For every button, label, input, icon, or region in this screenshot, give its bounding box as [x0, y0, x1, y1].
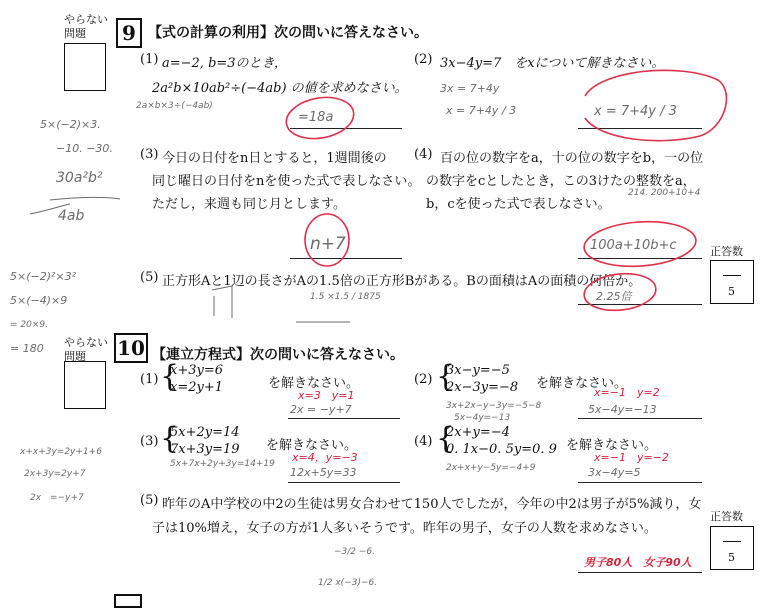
hw-margin-5: 5×(−2)²×3² [10, 270, 77, 283]
hw-margin-3: 30a²b² [56, 170, 103, 186]
q9-3-line1: 今日の日付をn日とすると，1週間後の [162, 151, 387, 166]
skip-label-10: やらない 問題 [64, 336, 108, 363]
q9-5-num: (5) [140, 270, 159, 285]
q10-1-brace: { [160, 359, 180, 394]
q10-4-brace: { [436, 421, 456, 456]
hw-10-3-work1: 5x+7x+2y+3y=14+19 [170, 459, 275, 469]
hw-9-4-answer: 100a+10b+c [590, 238, 677, 253]
hw-margin-2: −10. −30. [56, 142, 113, 155]
hw-10-5-work2: 1/2 x(−3)−6. [318, 578, 378, 588]
score-fraction-bar [723, 275, 741, 276]
skip-checkbox-9[interactable] [64, 43, 106, 91]
hw-10-3-answer: x=4，y=−3 [292, 451, 358, 464]
q10-3-eq2: 7x+3y=19 [170, 442, 240, 457]
q9-3-line2: 同じ曜日の日付をnを使った式で表しなさい。 [152, 174, 421, 189]
hw-9-2-answer: x = 7+4y / 3 [594, 104, 677, 119]
hw-margin-11: 2x =−y+7 [30, 493, 84, 503]
hw-10-5-work1: −3/2 −6. [334, 547, 376, 557]
hw-10-1-work: 2x = −y+7 [290, 403, 352, 416]
pencil-fraction-line [50, 197, 120, 200]
q10-1-eq1: x+3y=6 [170, 363, 224, 378]
q10-2-num: (2) [414, 372, 433, 387]
q10-4-eq2: 0. 1x−0. 5y=0. 9 [446, 442, 557, 457]
hw-margin-1: 5×(−2)×3. [40, 118, 101, 131]
hw-margin-4: 4ab [58, 208, 85, 224]
q10-4-num: (4) [414, 434, 433, 449]
hw-10-2-answer: x=−1 y=2 [594, 386, 660, 399]
pencil-square-sketch [212, 286, 232, 318]
hw-margin-9: x+x+3y=2y+1+6 [20, 447, 102, 457]
skip-checkbox-10[interactable] [64, 361, 106, 409]
score-max-9: 5 [728, 285, 735, 298]
q10-2-brace: { [436, 359, 456, 394]
q10-5-line2: 子は10%増え，女子の方が1人多いそうです。昨年の男子，女子の人数を求めなさい。 [152, 521, 657, 536]
section-title-10: 【連立方程式】次の問いに答えなさい。 [152, 347, 404, 363]
q9-5-line1: 正方形Aと1辺の長さがAの1.5倍の正方形Bがある。Bの面積はAの面積の何倍か。 [162, 274, 642, 289]
score-label-10: 正答数 [710, 510, 743, 523]
q10-2-eq2: 2x−3y=−8 [446, 380, 519, 395]
hw-margin-10: 2x+3y=2y+7 [24, 469, 86, 479]
q10-4-eq1: 2x+y=−4 [446, 425, 510, 440]
next-section-box [114, 594, 142, 608]
answer-line-10-5 [578, 572, 702, 573]
hw-9-5-answer: 2.25倍 [596, 290, 632, 303]
q9-4-num: (4) [414, 147, 433, 162]
hw-9-2-work2: x = 7+4y / 3 [446, 104, 517, 117]
q10-1-eq2: x=2y+1 [170, 380, 224, 395]
hw-margin-6: 5×(−4)×9 [10, 294, 68, 307]
hw-10-4-work2: 3x−4y=5 [588, 466, 641, 479]
score-box-9[interactable] [710, 260, 754, 304]
answer-line-9-4 [578, 258, 702, 259]
hw-margin-7: = 20×9. [10, 320, 48, 330]
q10-2-eq1: 3x−y=−5 [446, 363, 510, 378]
q9-3-line3: ただし，来週も同じ月とします。 [152, 197, 346, 212]
q9-3-num: (3) [140, 147, 159, 162]
q10-3-brace: { [160, 421, 180, 456]
answer-line-10-1 [288, 418, 400, 419]
q10-5-num: (5) [140, 493, 159, 508]
answer-line-9-5 [578, 304, 702, 305]
hw-10-3-work2: 12x+5y=33 [290, 466, 357, 479]
q9-2-line1: 3x−4y=7 をxについて解きなさい。 [440, 56, 665, 71]
answer-line-10-4 [578, 482, 702, 483]
answer-line-9-3 [290, 258, 402, 259]
hw-10-2-work2: 5x−4y=−13 [454, 413, 511, 423]
hw-10-1-answer: x=3 y=1 [298, 389, 355, 402]
hw-9-2-work1: 3x = 7+4y [440, 82, 500, 95]
answer-line-9-2 [578, 128, 702, 129]
hw-9-1-work: 2a×b×3÷(−4ab) [136, 101, 213, 111]
q10-2-tail: を解きなさい。 [536, 376, 628, 391]
q9-1-line2: 2a²b×10ab²÷(−4ab) の値を求めなさい。 [152, 81, 408, 96]
score-label-9: 正答数 [710, 245, 743, 258]
section-number-9: 9 [116, 18, 142, 48]
q10-1-num: (1) [140, 372, 159, 387]
q10-3-eq1: 5x+2y=14 [170, 425, 240, 440]
q10-1-tail: を解きなさい。 [268, 376, 360, 391]
score-box-10[interactable] [710, 526, 754, 570]
q9-4-line3: b，cを使った式で表しなさい。 [426, 197, 611, 212]
q10-5-line1: 昨年のA中学校の中2の生徒は男女合わせて150人でしたが，今年の中2は男子が5%減り，女 [162, 497, 702, 512]
hw-margin-8: = 180 [10, 342, 44, 355]
hw-9-1-answer: =18a [298, 110, 334, 125]
q10-4-tail: を解きなさい。 [566, 438, 658, 453]
hw-10-4-work1: 2x+x+y−5y=−4+9 [446, 463, 536, 473]
skip-label-9: やらない 問題 [64, 13, 108, 40]
hw-10-2-work3: 5x−4y=−13 [588, 403, 657, 416]
q10-3-num: (3) [140, 434, 159, 449]
hw-10-4-answer: x=−1 y=−2 [594, 451, 669, 464]
answer-line-9-1 [290, 128, 402, 129]
q9-4-line1: 百の位の数字をa，十の位の数字をb，一の位 [440, 151, 704, 166]
hw-9-3-answer: n+7 [310, 234, 346, 254]
section-number-10: 10 [114, 333, 148, 363]
q9-4-line2: の数字をcとしたとき，この3けたの整数をa， [426, 174, 696, 189]
hw-9-4-note: 214. 200+10+4 [628, 188, 701, 198]
hw-10-2-work1: 3x+2x−y−3y=−5−8 [446, 401, 542, 411]
answer-line-10-2 [578, 418, 702, 419]
q9-2-num: (2) [414, 52, 433, 67]
q9-1-line1: a=−2, b=3のとき， [162, 56, 288, 71]
answer-line-10-3 [288, 482, 400, 483]
score-fraction-bar [723, 541, 741, 542]
hw-9-5-calc: 1.5 ×1.5 / 1875 [310, 292, 381, 302]
q10-3-tail: を解きなさい。 [266, 438, 358, 453]
q9-1-num: (1) [140, 52, 159, 67]
section-title-9: 【式の計算の利用】次の問いに答えなさい。 [148, 25, 428, 41]
hw-10-5-answer: 男子80人 女子90人 [584, 556, 692, 569]
score-max-10: 5 [728, 551, 735, 564]
